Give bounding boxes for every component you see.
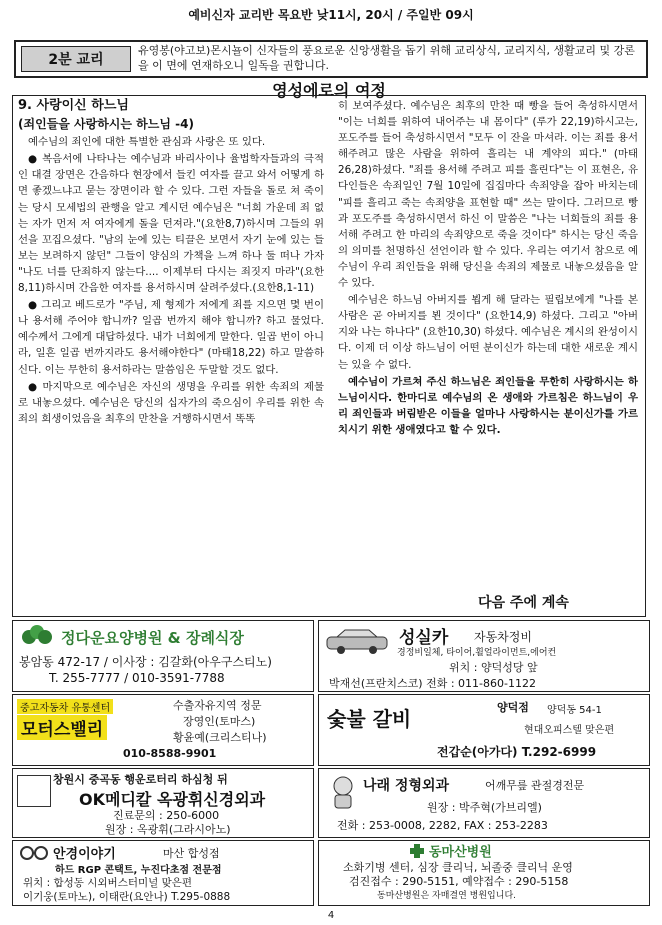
ad-jeongdaun-hospital [12,620,314,692]
glasses-icon [19,845,49,861]
character-logo-icon [329,775,357,809]
right-paragraph: 예수님이 가르쳐 주신 하느님은 죄인들을 무한히 사랑하시는 하느님이시다. 한마디로 예수님의 온 생애와 가르침은 하느님이 우리 죄인들과 버림받은 이들을 얼마나 사랑하시는 분이신가를 가르치시기 위한 생애였다고 할 수 있다. [338,375,638,436]
page-number: 4 [327,910,335,921]
ad-line: 위치 : 양덕성당 앞 [449,661,538,674]
ad-title: 동마산병원 [429,845,492,860]
ad-sub: 자동차정비 [474,630,532,644]
car-icon [325,627,389,655]
article-heading: 9. 사랑이신 하느님 [18,98,129,113]
ad-title: OK메디칼 옥광휘신경외과 [79,790,266,809]
left-paragraph: ● 마지막으로 예수님은 자신의 생명을 우리를 위한 속죄의 제물로 내놓으셨다. 예수님은 당신의 십자가의 죽으심이 우리를 위한 속죄의 희생이었음을 최후의 만찬을 거행하시면서 똑똑 [18,380,324,425]
ad-sub: 어깨무릎 관절경전문 [485,779,585,792]
intro-text: 유영봉(야고보)몬시뇰이 신자들의 풍요로운 신앙생활을 돕기 위해 교리상식, 교리지식, 생활교리 및 강론을 이 면에 연재하오니 일독을 권합니다. [138,44,635,72]
ad-title: 정다운요양병원 & 장례식장 [61,629,244,647]
ad-line: 전화 : 253-0008, 2282, FAX : 253-2283 [337,819,548,832]
ad-tag: 중고자동차 유통센터 [17,699,113,714]
ad-dongmasan-hospital [318,840,650,906]
ad-title: 숯불 갈비 [327,707,412,731]
right-paragraph: 히 보여주셨다. 예수님은 최후의 만찬 때 빵을 들어 축성하시면서 "이는 너희를 위하여 내어주는 내 몸이다" (루가 22,19)하시고는, 포도주를 들어 축성하시면서 "모두 이 잔을 마셔라. 이는 죄를 용서해주려고 많은 사람을 위하여 흘리는 내 계약의 피다." (마태26,28)하셨다. "죄를 용서해 주려고 피를 흘린다"는 이 표현은, 유다인들은 속죄일인 7월 10일에 집집마다 속죄양을 잡아 바치는데 "피를 흘리고 죽는 속죄양을 표현할 때" 쓰는 말이다. 그러므로 빵과 포도주를 축성하시면서 하신 이 말씀은 "나는 너희들의 죄를 용서해 주려고 한 마리의 속죄양으로 죽을 것이다" 하시는 당신 죽음의 의미를 천명하신 선언이라 할 수 있다. 우리는 여기서 참으로 예수님이 우리 죄인들을 위해 당신을 속죄의 제물로 내놓으셨음을 알 수 있다. [338,100,638,290]
ad-line: 동마산병원은 자매결연 병원입니다. [377,891,516,901]
ad-narae-orthopedics [318,768,650,838]
ad-line: 위치 : 합성동 시외버스터미널 맞은편 [23,877,193,889]
article-subheading: (죄인들을 사랑하시는 하느님 -4) [18,117,194,132]
ad-line: 이기웅(토마노), 이태란(요안나) T.295-0888 [23,891,231,903]
ad-line: 원장 : 옥광휘(그라시아노) [105,823,231,836]
ad-title: 나래 정형외과 [363,778,450,794]
continued-label: 다음 주에 계속 [478,595,569,611]
ad-line: 010-8588-9901 [123,747,217,760]
ad-ok-medical [12,768,314,838]
ad-title: 모터스밸리 [17,715,107,740]
ad-seongsilcar [318,620,650,692]
ad-line: 전갑순(아가다) T.292-6999 [437,745,597,759]
schedule-header: 예비신자 교리반 목요반 낮11시, 20시 / 주일반 09시 [188,8,474,22]
ad-line: 양덕동 54-1 [547,705,602,716]
ad-line: 원장 : 박주혁(가브리엘) [427,801,542,814]
ad-line: 창원시 중곡동 행운로터리 하심청 뒤 [53,773,228,786]
hospital-cross-icon [409,843,425,859]
clover-logo-icon [19,625,55,649]
ad-motors-valley [12,694,314,766]
ad-line: T. 255-7777 / 010-3591-7788 [49,671,225,685]
intro-box [14,40,648,78]
ad-sub: 마산 합성점 [163,847,220,860]
article-left-column [18,98,324,603]
left-paragraph: ● 복음서에 나타나는 예수님과 바리사이나 율법학자들과의 극적인 대결 장면은 간음하다 현장에서 들킨 여자를 끌고 와서 어떻게 하면 좋겠느냐고 묻는 장면이라 할 수 있다. 그런 자들을 돌로 쳐 죽이는 당시 모세법의 관행을 알고 계시던 예수님은 "너희 가운데 죄 없는 자가 먼저 저 여자에게 돌을 던져라."(요한8,7)하시며 그들의 위선을 꼬집으셨다. "남의 눈에 있는 티끌은 보면서 자기 눈에 있는 들보는 보려하지 않던" 그들이 양심의 가책을 느껴 하나 둘 떠나 가자 "나도 너를 단죄하지 않는다.... 이제부터 다시는 죄짓지 마라"(요한 8,11)하시며 간음한 여자를 용서하시며 살려주셨다.(요한8,1-11) [18,153,324,295]
ad-title: 성실카 [399,628,449,648]
intro-badge: 2분 교리 [21,46,131,72]
article-title: 영성에로의 여정 [272,81,386,100]
ad-line: 박재선(프란치스코) 전화 : 011-860-1122 [329,677,536,690]
ad-line: 경정비일체, 타이어,휠얼라이먼트,에어컨 [397,648,557,658]
ad-line: 장영인(토마스) [183,715,256,728]
ad-line: 검진접수 : 290-5151, 예약접수 : 290-5158 [349,875,569,888]
ad-line: 소화기병 센터, 심장 클리닉, 뇌졸중 클리닉 운영 [343,861,573,874]
ad-eyeglasses [12,840,314,906]
ad-line: 수출자유지역 정문 [173,699,262,712]
ad-galbi [318,694,650,766]
article-right-column [338,98,638,590]
ad-line: 현대오피스텔 맞은편 [524,725,615,736]
ad-sub: 양덕점 [497,701,529,714]
left-paragraph: ● 그리고 베드로가 "주님, 제 형제가 저에게 죄를 지으면 몇 번이나 용서해 주어야 합니까? 일곱 번까지 해야 합니까? 하고 물었다. 예수께서 그에게 대답하셨다. 내가 너희에게 말한다. 일곱 번이 아니라, 일흔 일곱 번까지라도 용서해야한다" (마태18,22) 하고 말씀하신다. 이는 무한히 용서하라는 말씀임은 두말할 것도 없다. [18,299,324,376]
ad-title: 안경이야기 [53,847,116,862]
right-paragraph: 예수님은 하느님 아버지를 뵙게 해 달라는 필립보에게 "나를 본 사람은 곧 아버지를 뵌 것이다" (요한14,9) 하셨다. 그리고 "아버지와 나는 하나다" (요한10,30) 하셨다. 예수님은 계시의 완성이시다. 이제 더 이상 하느님이 어떤 분이신가 하는데 대한 새로운 계시는 있을 수 없다. [338,294,638,371]
ad-line: 진료문의 : 250-6000 [113,809,220,822]
ad-line: 봉암동 472-17 / 이사장 : 김갈화(아우구스티노) [19,655,272,669]
ad-line: 하드 RGP 콘택트, 누진다초점 전문점 [55,865,222,876]
left-paragraph: 예수님의 죄인에 대한 특별한 관심과 사랑은 또 있다. [28,136,266,149]
ad-line: 황윤예(크리스티나) [173,731,267,744]
okmedical-logo-icon [17,775,51,807]
